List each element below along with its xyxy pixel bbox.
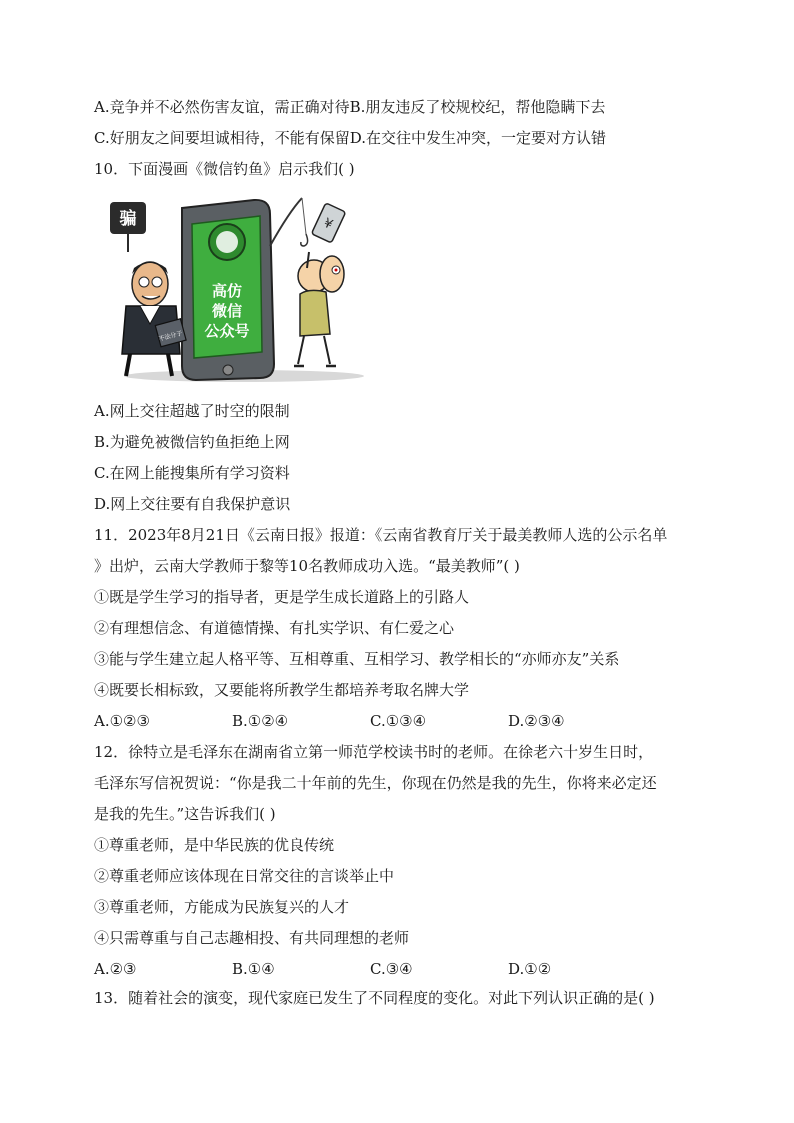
q9-option-c: C.好朋友之间要坦诚相待，不能有保留 <box>94 129 350 147</box>
q12-choice-b: B.①④ <box>232 960 275 978</box>
q12-stem-line-2: 毛泽东写信祝贺说：“你是我二十年前的先生，你现在仍然是我的先生，你将来必定还 <box>94 774 657 792</box>
q9-options-row-1 <box>94 97 714 117</box>
q13-stem: 13．随着社会的演变，现代家庭已发生了不同程度的变化。对此下列认识正确的是( ) <box>94 989 655 1007</box>
q11-statement-4: ④既要长相标致，又要能将所教学生都培养考取名牌大学 <box>94 681 470 699</box>
q10-option-a: A.网上交往超越了时空的限制 <box>94 402 290 420</box>
q12-choice-c: C.③④ <box>370 960 413 978</box>
q12-choice-a: A.②③ <box>94 960 137 978</box>
scam-sign-text: 骗 <box>119 209 137 229</box>
phone-text-line-1: 高仿 <box>211 282 243 300</box>
q11-stem-line-1: 11．2023年8月21日《云南日报》报道：《云南省教育厅关于最美教师人选的公示名单 <box>94 526 668 544</box>
q10-option-c: C.在网上能搜集所有学习资料 <box>94 464 290 482</box>
q12-choice-d: D.①② <box>508 960 552 978</box>
q12-statement-2: ②尊重老师应该体现在日常交往的言谈举止中 <box>94 867 395 885</box>
q11-statement-3: ③能与学生建立起人格平等、互相尊重、互相学习、教学相长的“亦师亦友”关系 <box>94 650 620 668</box>
q9-options-row-2 <box>94 128 714 148</box>
q10-stem: 10．下面漫画《微信钓鱼》启示我们( ) <box>94 160 355 178</box>
phone-text-line-2: 微信 <box>211 302 243 320</box>
q11-choice-c: C.①③④ <box>370 712 427 730</box>
q11-choice-d: D.②③④ <box>508 712 565 730</box>
bait-money-icon: ¥ <box>321 215 335 233</box>
q10-option-b: B.为避免被微信钓鱼拒绝上网 <box>94 433 290 451</box>
q12-statement-1: ①尊重老师，是中华民族的优良传统 <box>94 836 335 854</box>
q11-choice-b: B.①②④ <box>232 712 289 730</box>
q12-stem-line-3: 是我的先生。”这告诉我们( ) <box>94 805 276 823</box>
q9-option-a: A.竞争并不必然伤害友谊，需正确对待 <box>94 98 350 116</box>
phone-text-line-3: 公众号 <box>204 322 250 340</box>
q11-statement-2: ②有理想信念、有道德情操、有扎实学识、有仁爱之心 <box>94 619 455 637</box>
q11-choice-a: A.①②③ <box>94 712 150 730</box>
q11-stem-line-2: 》出炉，云南大学教师于黎等10名教师成功入选。“最美教师”( ) <box>94 557 520 575</box>
q11-statement-1: ①既是学生学习的指导者，更是学生成长道路上的引路人 <box>94 588 470 606</box>
cartoon-wechat-fishing <box>104 194 374 384</box>
q12-statement-3: ③尊重老师，方能成为民族复兴的人才 <box>94 898 350 916</box>
q9-option-b: B.朋友违反了校规校纪，帮他隐瞒下去 <box>349 98 606 116</box>
q12-statement-4: ④只需尊重与自己志趣相投、有共同理想的老师 <box>94 929 410 947</box>
victim-figure <box>294 252 344 366</box>
q10-option-d: D.网上交往要有自我保护意识 <box>94 495 291 513</box>
q12-stem-line-1: 12．徐特立是毛泽东在湖南省立第一师范学校读书时的老师。在徐老六十岁生日时， <box>94 743 654 761</box>
scammer-book-text: 不法分子 <box>158 329 184 343</box>
q9-option-d: D.在交往中发生冲突，一定要对方认错 <box>349 129 606 147</box>
